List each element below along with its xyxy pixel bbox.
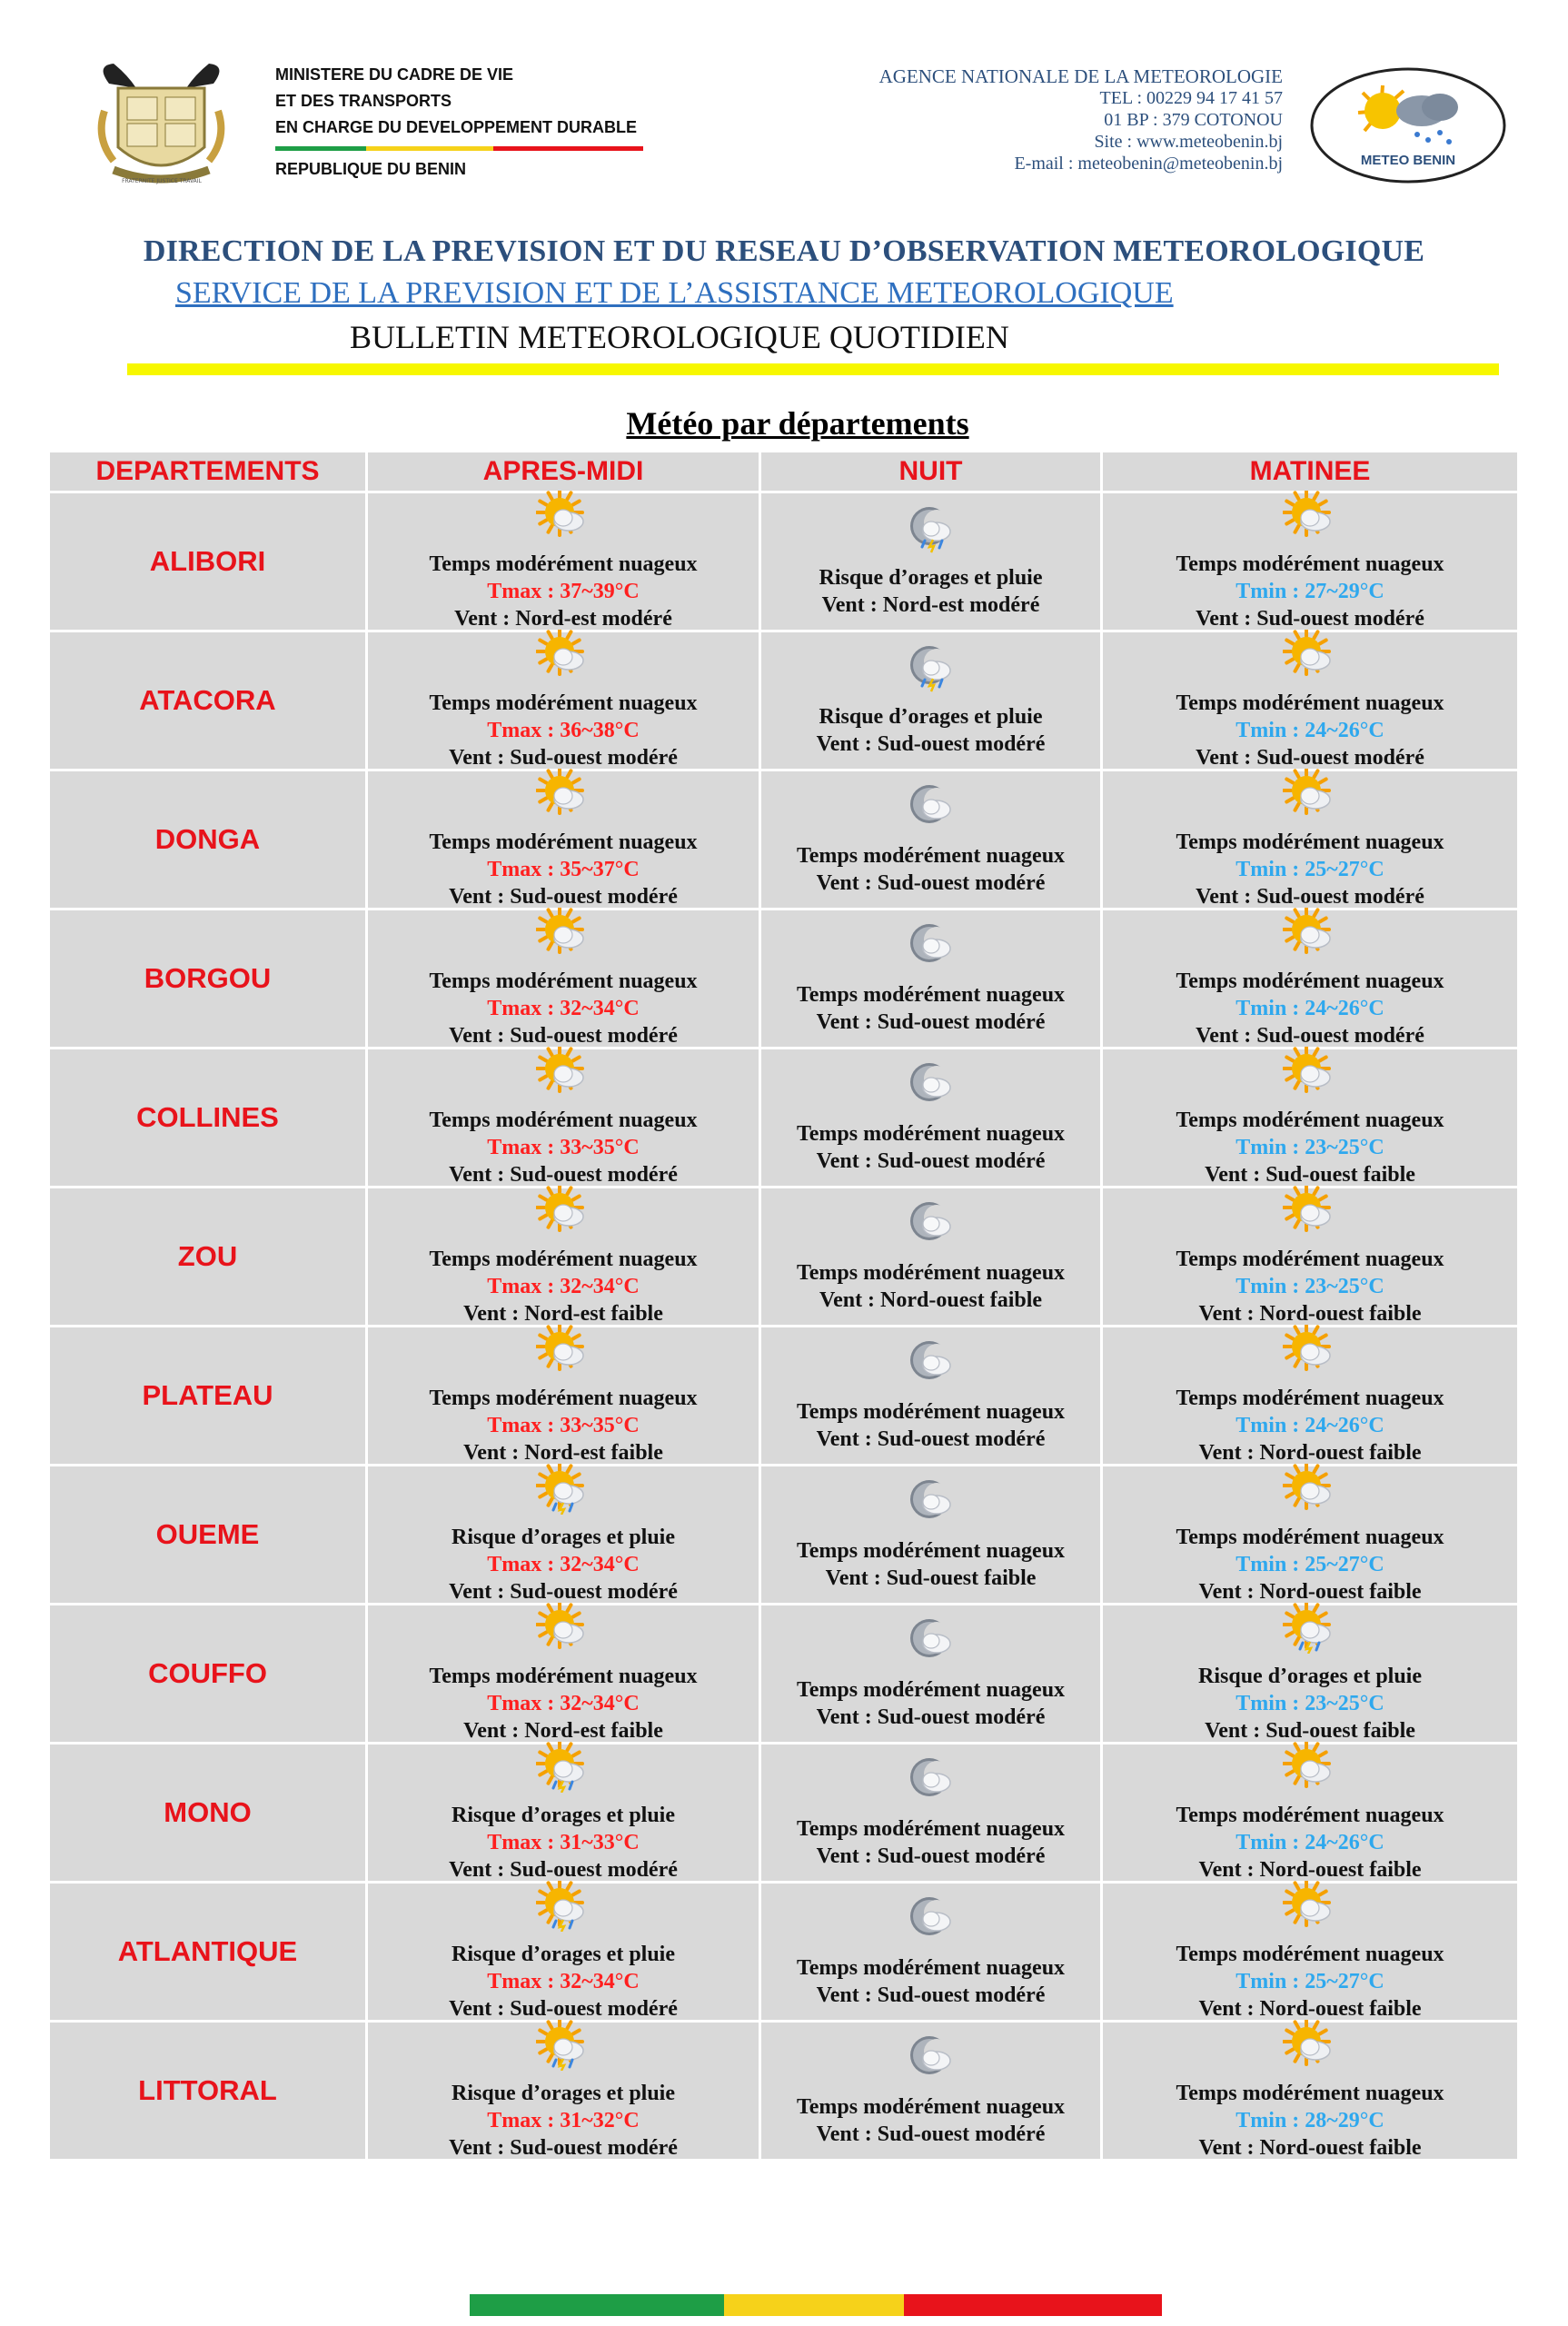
wind: Vent : Sud-ouest modéré bbox=[449, 1997, 678, 2021]
sun-cloud-icon bbox=[1283, 1186, 1337, 1246]
agency-website: Site : www.meteobenin.bj bbox=[1094, 132, 1283, 152]
footer-flag-bar bbox=[470, 2294, 1162, 2316]
wind: Vent : Sud-ouest modéré bbox=[1196, 746, 1424, 770]
table-row bbox=[50, 1605, 1517, 1742]
afternoon-forecast bbox=[368, 2023, 759, 2159]
forecast-table bbox=[50, 452, 1517, 2159]
sun-cloud-icon bbox=[536, 769, 590, 829]
sun-cloud-icon bbox=[1283, 1047, 1337, 1107]
wind: Vent : Sud-ouest modéré bbox=[1196, 885, 1424, 909]
night-forecast bbox=[761, 632, 1100, 769]
wind: Vent : Nord-est modéré bbox=[454, 607, 672, 631]
sun-cloud-icon bbox=[536, 491, 590, 551]
temperature: Tmin : 23~25°C bbox=[1236, 1275, 1384, 1298]
night-forecast bbox=[761, 1327, 1100, 1464]
temperature: Tmax : 35~37°C bbox=[487, 858, 640, 881]
table-row bbox=[50, 632, 1517, 769]
department-name: COUFFO bbox=[50, 1605, 365, 1742]
yellow-divider bbox=[127, 363, 1499, 375]
republic-label: REPUBLIQUE DU BENIN bbox=[275, 160, 467, 178]
moon-cloud-icon bbox=[904, 1199, 958, 1259]
wind: Vent : Nord-ouest faible bbox=[819, 1288, 1043, 1312]
table-row bbox=[50, 1049, 1517, 1186]
wind: Vent : Sud-ouest modéré bbox=[449, 885, 678, 909]
sky-condition: Temps modérément nuageux bbox=[796, 1400, 1066, 1424]
sky-condition: Risque d’orages et pluie bbox=[452, 1943, 675, 1966]
wind: Vent : Nord-est faible bbox=[463, 1719, 663, 1743]
agency-name: AGENCE NATIONALE DE LA METEOROLOGIE bbox=[878, 65, 1283, 87]
temperature: Tmax : 32~34°C bbox=[487, 1275, 640, 1298]
moon-cloud-icon bbox=[904, 921, 958, 981]
morning-forecast bbox=[1103, 1884, 1517, 2020]
sun-storm-icon bbox=[536, 1881, 590, 1941]
moon-cloud-icon bbox=[904, 1338, 958, 1398]
wind: Vent : Nord-est faible bbox=[463, 1441, 663, 1465]
sky-condition: Temps modérément nuageux bbox=[1176, 691, 1444, 715]
sun-cloud-icon bbox=[1283, 1881, 1337, 1941]
sun-cloud-icon bbox=[536, 1325, 590, 1385]
sky-condition: Temps modérément nuageux bbox=[429, 1247, 698, 1271]
coat-motto: FRATERNITE JUSTICE TRAVAIL bbox=[122, 178, 202, 184]
morning-forecast bbox=[1103, 1605, 1517, 1742]
temperature: Tmin : 24~26°C bbox=[1236, 1831, 1384, 1854]
header-matinee: MATINEE bbox=[1103, 452, 1517, 491]
sky-condition: Risque d’orages et pluie bbox=[452, 1804, 675, 1827]
sky-condition: Temps modérément nuageux bbox=[1176, 2082, 1444, 2105]
sun-cloud-icon bbox=[1283, 1464, 1337, 1524]
department-name: PLATEAU bbox=[50, 1327, 365, 1464]
ministry-block bbox=[275, 62, 657, 183]
meteo-benin-logo bbox=[1308, 65, 1508, 185]
afternoon-forecast bbox=[368, 493, 759, 630]
wind: Vent : Sud-ouest modéré bbox=[449, 1580, 678, 1604]
sky-condition: Temps modérément nuageux bbox=[429, 1108, 698, 1132]
temperature: Tmin : 23~25°C bbox=[1236, 1692, 1384, 1715]
sky-condition: Temps modérément nuageux bbox=[796, 1261, 1066, 1285]
sky-condition: Temps modérément nuageux bbox=[1176, 1804, 1444, 1827]
morning-forecast bbox=[1103, 771, 1517, 908]
morning-forecast bbox=[1103, 1466, 1517, 1603]
department-name: DONGA bbox=[50, 771, 365, 908]
ministry-flag-line bbox=[275, 146, 643, 151]
department-name: ZOU bbox=[50, 1188, 365, 1325]
table-row bbox=[50, 1327, 1517, 1464]
sky-condition: Temps modérément nuageux bbox=[796, 1956, 1066, 1980]
department-name: COLLINES bbox=[50, 1049, 365, 1186]
wind: Vent : Sud-ouest modéré bbox=[449, 1163, 678, 1187]
sun-cloud-icon bbox=[1283, 2020, 1337, 2080]
afternoon-forecast bbox=[368, 910, 759, 1047]
sky-condition: Risque d’orages et pluie bbox=[452, 2082, 675, 2105]
wind: Vent : Sud-ouest modéré bbox=[449, 746, 678, 770]
wind: Vent : Sud-ouest modéré bbox=[816, 1010, 1046, 1034]
night-forecast bbox=[761, 2023, 1100, 2159]
table-header-row bbox=[50, 452, 1517, 491]
sky-condition: Risque d’orages et pluie bbox=[452, 1526, 675, 1549]
temperature: Tmin : 27~29°C bbox=[1236, 580, 1384, 603]
moon-cloud-icon bbox=[904, 2033, 958, 2093]
sun-storm-icon bbox=[536, 1464, 590, 1524]
table-title: Météo par départements bbox=[626, 405, 969, 442]
wind: Vent : Nord-ouest faible bbox=[1198, 1858, 1422, 1882]
table-row bbox=[50, 1884, 1517, 2020]
agency-phone: TEL : 00229 94 17 41 57 bbox=[1099, 88, 1283, 108]
wind: Vent : Sud-ouest modéré bbox=[1196, 1024, 1424, 1048]
temperature: Tmax : 32~34°C bbox=[487, 997, 640, 1020]
table-row bbox=[50, 493, 1517, 630]
sky-condition: Temps modérément nuageux bbox=[1176, 1943, 1444, 1966]
temperature: Tmax : 31~32°C bbox=[487, 2109, 640, 2132]
afternoon-forecast bbox=[368, 1744, 759, 1881]
header-departements: DEPARTEMENTS bbox=[50, 452, 365, 491]
department-name: OUEME bbox=[50, 1466, 365, 1603]
moon-cloud-icon bbox=[904, 1477, 958, 1537]
moon-cloud-icon bbox=[904, 782, 958, 842]
sun-cloud-icon bbox=[1283, 769, 1337, 829]
wind: Vent : Sud-ouest modéré bbox=[816, 1983, 1046, 2007]
morning-forecast bbox=[1103, 493, 1517, 630]
direction-title: DIRECTION DE LA PREVISION ET DU RESEAU D’OBSERVATION METEOROLOGIQUE bbox=[143, 234, 1425, 268]
sun-cloud-icon bbox=[536, 1047, 590, 1107]
temperature: Tmin : 24~26°C bbox=[1236, 1414, 1384, 1437]
wind: Vent : Nord-ouest faible bbox=[1198, 1997, 1422, 2021]
sun-storm-icon bbox=[1283, 1603, 1337, 1663]
morning-forecast bbox=[1103, 632, 1517, 769]
wind: Vent : Sud-ouest modéré bbox=[816, 2122, 1046, 2146]
moon-storm-icon bbox=[904, 504, 958, 564]
sky-condition: Temps modérément nuageux bbox=[796, 983, 1066, 1007]
sun-cloud-icon bbox=[536, 630, 590, 690]
ministry-line: EN CHARGE DU DEVELOPPEMENT DURABLE bbox=[275, 118, 638, 136]
night-forecast bbox=[761, 1049, 1100, 1186]
sky-condition: Temps modérément nuageux bbox=[796, 1817, 1066, 1841]
sun-storm-icon bbox=[536, 2020, 590, 2080]
wind: Vent : Nord-ouest faible bbox=[1198, 1302, 1422, 1326]
afternoon-forecast bbox=[368, 1605, 759, 1742]
wind: Vent : Sud-ouest modéré bbox=[449, 1858, 678, 1882]
wind: Vent : Sud-ouest faible bbox=[1205, 1719, 1415, 1743]
night-forecast bbox=[761, 1188, 1100, 1325]
sun-storm-icon bbox=[536, 1742, 590, 1802]
agency-email: E-mail : meteobenin@meteobenin.bj bbox=[1014, 154, 1283, 174]
moon-storm-icon bbox=[904, 643, 958, 703]
sky-condition: Risque d’orages et pluie bbox=[819, 705, 1043, 729]
department-name: BORGOU bbox=[50, 910, 365, 1047]
sun-cloud-icon bbox=[1283, 630, 1337, 690]
morning-forecast bbox=[1103, 1744, 1517, 1881]
agency-block bbox=[818, 65, 1283, 174]
table-row bbox=[50, 2023, 1517, 2159]
sun-cloud-icon bbox=[1283, 908, 1337, 968]
wind: Vent : Sud-ouest faible bbox=[1205, 1163, 1415, 1187]
temperature: Tmax : 32~34°C bbox=[487, 1692, 640, 1715]
temperature: Tmin : 23~25°C bbox=[1236, 1136, 1384, 1159]
afternoon-forecast bbox=[368, 1049, 759, 1186]
wind: Vent : Nord-ouest faible bbox=[1198, 1441, 1422, 1465]
wind: Vent : Sud-ouest modéré bbox=[816, 1844, 1046, 1868]
morning-forecast bbox=[1103, 1188, 1517, 1325]
wind: Vent : Sud-ouest modéré bbox=[449, 2136, 678, 2160]
sky-condition: Temps modérément nuageux bbox=[796, 1539, 1066, 1563]
table-row bbox=[50, 1188, 1517, 1325]
night-forecast bbox=[761, 1466, 1100, 1603]
department-name: ATACORA bbox=[50, 632, 365, 769]
header-apres-midi: APRES-MIDI bbox=[368, 452, 759, 491]
logo-text: METEO BENIN bbox=[1360, 153, 1456, 168]
night-forecast bbox=[761, 771, 1100, 908]
temperature: Tmax : 37~39°C bbox=[487, 580, 640, 603]
afternoon-forecast bbox=[368, 1327, 759, 1464]
afternoon-forecast bbox=[368, 771, 759, 908]
night-forecast bbox=[761, 1884, 1100, 2020]
sky-condition: Risque d’orages et pluie bbox=[819, 566, 1043, 590]
coat-of-arms-icon bbox=[91, 56, 232, 193]
moon-cloud-icon bbox=[904, 1616, 958, 1676]
wind: Vent : Nord-ouest faible bbox=[1198, 2136, 1422, 2160]
sky-condition: Temps modérément nuageux bbox=[429, 552, 698, 576]
sun-cloud-icon bbox=[1283, 1325, 1337, 1385]
department-name: MONO bbox=[50, 1744, 365, 1881]
temperature: Tmin : 24~26°C bbox=[1236, 997, 1384, 1020]
wind: Vent : Sud-ouest modéré bbox=[816, 1427, 1046, 1451]
night-forecast bbox=[761, 1605, 1100, 1742]
sun-cloud-icon bbox=[1283, 491, 1337, 551]
wind: Vent : Sud-ouest modéré bbox=[816, 732, 1046, 756]
night-forecast bbox=[761, 1744, 1100, 1881]
night-forecast bbox=[761, 910, 1100, 1047]
department-name: ATLANTIQUE bbox=[50, 1884, 365, 2020]
table-row bbox=[50, 1466, 1517, 1603]
sky-condition: Temps modérément nuageux bbox=[796, 1678, 1066, 1702]
temperature: Tmax : 33~35°C bbox=[487, 1414, 640, 1437]
sun-cloud-icon bbox=[536, 1186, 590, 1246]
sun-cloud-icon bbox=[1283, 1742, 1337, 1802]
temperature: Tmax : 33~35°C bbox=[487, 1136, 640, 1159]
header-nuit: NUIT bbox=[761, 452, 1100, 491]
ministry-line: ET DES TRANSPORTS bbox=[275, 92, 452, 110]
sky-condition: Risque d’orages et pluie bbox=[1198, 1665, 1422, 1688]
sky-condition: Temps modérément nuageux bbox=[429, 969, 698, 993]
morning-forecast bbox=[1103, 1049, 1517, 1186]
wind: Vent : Sud-ouest modéré bbox=[449, 1024, 678, 1048]
temperature: Tmax : 32~34°C bbox=[487, 1553, 640, 1576]
temperature: Tmax : 32~34°C bbox=[487, 1970, 640, 1993]
temperature: Tmin : 25~27°C bbox=[1236, 858, 1384, 881]
sun-cloud-icon bbox=[536, 1603, 590, 1663]
wind: Vent : Sud-ouest faible bbox=[825, 1566, 1037, 1590]
table-row bbox=[50, 1744, 1517, 1881]
sky-condition: Temps modérément nuageux bbox=[429, 691, 698, 715]
temperature: Tmin : 28~29°C bbox=[1236, 2109, 1384, 2132]
sky-condition: Temps modérément nuageux bbox=[796, 844, 1066, 868]
sky-condition: Temps modérément nuageux bbox=[1176, 552, 1444, 576]
moon-cloud-icon bbox=[904, 1060, 958, 1120]
afternoon-forecast bbox=[368, 632, 759, 769]
sky-condition: Temps modérément nuageux bbox=[796, 1122, 1066, 1146]
sky-condition: Temps modérément nuageux bbox=[1176, 1387, 1444, 1410]
temperature: Tmin : 25~27°C bbox=[1236, 1553, 1384, 1576]
department-name: LITTORAL bbox=[50, 2023, 365, 2159]
temperature: Tmin : 24~26°C bbox=[1236, 719, 1384, 742]
wind: Vent : Nord-est faible bbox=[463, 1302, 663, 1326]
temperature: Tmin : 25~27°C bbox=[1236, 1970, 1384, 1993]
sky-condition: Temps modérément nuageux bbox=[1176, 969, 1444, 993]
wind: Vent : Sud-ouest modéré bbox=[1196, 607, 1424, 631]
sky-condition: Temps modérément nuageux bbox=[429, 1665, 698, 1688]
wind: Vent : Sud-ouest modéré bbox=[816, 1149, 1046, 1173]
sky-condition: Temps modérément nuageux bbox=[1176, 830, 1444, 854]
morning-forecast bbox=[1103, 1327, 1517, 1464]
wind: Vent : Sud-ouest modéré bbox=[816, 871, 1046, 895]
department-name: ALIBORI bbox=[50, 493, 365, 630]
table-row bbox=[50, 910, 1517, 1047]
moon-cloud-icon bbox=[904, 1894, 958, 1954]
temperature: Tmax : 36~38°C bbox=[487, 719, 640, 742]
afternoon-forecast bbox=[368, 1884, 759, 2020]
sky-condition: Temps modérément nuageux bbox=[1176, 1526, 1444, 1549]
sky-condition: Temps modérément nuageux bbox=[1176, 1247, 1444, 1271]
service-title: SERVICE DE LA PREVISION ET DE L’ASSISTANCE METEOROLOGIQUE bbox=[175, 276, 1174, 310]
wind: Vent : Nord-ouest faible bbox=[1198, 1580, 1422, 1604]
wind: Vent : Nord-est modéré bbox=[821, 593, 1040, 617]
table-row bbox=[50, 771, 1517, 908]
afternoon-forecast bbox=[368, 1466, 759, 1603]
letterhead bbox=[0, 0, 1568, 209]
sky-condition: Temps modérément nuageux bbox=[429, 830, 698, 854]
sky-condition: Temps modérément nuageux bbox=[796, 2095, 1066, 2119]
morning-forecast bbox=[1103, 910, 1517, 1047]
afternoon-forecast bbox=[368, 1188, 759, 1325]
wind: Vent : Sud-ouest modéré bbox=[816, 1705, 1046, 1729]
agency-po-box: 01 BP : 379 COTONOU bbox=[1104, 110, 1283, 130]
night-forecast bbox=[761, 493, 1100, 630]
morning-forecast bbox=[1103, 2023, 1517, 2159]
sky-condition: Temps modérément nuageux bbox=[429, 1387, 698, 1410]
temperature: Tmax : 31~33°C bbox=[487, 1831, 640, 1854]
sun-cloud-icon bbox=[536, 908, 590, 968]
moon-cloud-icon bbox=[904, 1755, 958, 1815]
sky-condition: Temps modérément nuageux bbox=[1176, 1108, 1444, 1132]
ministry-line: MINISTERE DU CADRE DE VIE bbox=[275, 65, 514, 84]
bulletin-title: BULLETIN METEOROLOGIQUE QUOTIDIEN bbox=[350, 319, 1009, 355]
